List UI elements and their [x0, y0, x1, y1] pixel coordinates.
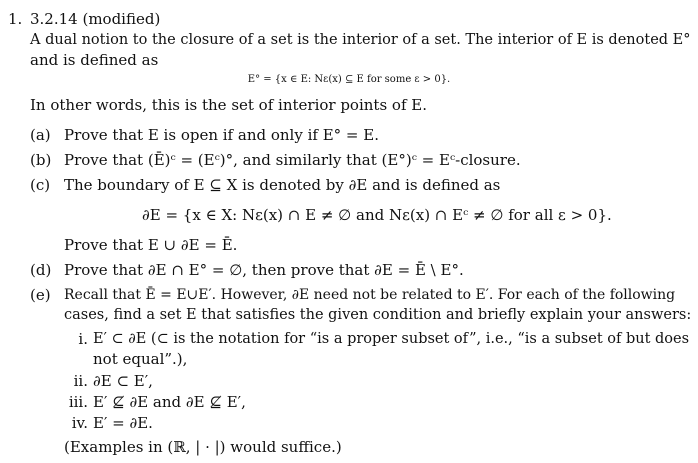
- part-b-label: (b): [30, 151, 52, 169]
- part-e-text-2: cases, find a set E that satisfies the given condition and briefly explain your answers:: [64, 307, 692, 323]
- part-c-text: The boundary of E ⊆ X is denoted by ∂E and is defined as: [64, 176, 501, 194]
- part-c-label: (c): [30, 176, 51, 194]
- part-e-label: (e): [30, 286, 51, 304]
- case-iii-text: E′ ⊈ ∂E and ∂E ⊈ E′,: [93, 393, 246, 411]
- part-d-text: Prove that ∂E ∩ E° = ∅, then prove that ∂E = Ē \ E°.: [64, 261, 464, 279]
- interior-definition: E° = {x ∈ E: Nε(x) ⊆ E for some ε > 0}.: [247, 74, 451, 85]
- problem-number: 1.: [8, 10, 23, 28]
- examples-note: (Examples in (ℝ, | · |) would suffice.): [64, 438, 342, 456]
- part-d-label: (d): [30, 261, 52, 279]
- other-words-line: In other words, this is the set of interior points of E.: [30, 96, 427, 114]
- case-ii-text: ∂E ⊂ E′,: [93, 372, 153, 390]
- part-b-text: Prove that (Ē)ᶜ = (Eᶜ)°, and similarly that (E°)ᶜ = Eᶜ-closure.: [64, 151, 521, 169]
- intro-line-2: and is defined as: [30, 51, 159, 69]
- case-ii-label: ii.: [73, 372, 88, 390]
- boundary-definition: ∂E = {x ∈ X: Nε(x) ∩ E ≠ ∅ and Nε(x) ∩ Eᶜ ≠ ∅ for all ε > 0}.: [142, 206, 612, 224]
- problem-heading: 3.2.14 (modified): [30, 10, 161, 28]
- intro-line-1: A dual notion to the closure of a set is the interior of a set. The interior of E is denoted E°: [30, 32, 691, 48]
- case-i-label: i.: [78, 330, 88, 348]
- case-i-text-1: E′ ⊂ ∂E (⊂ is the notation for “is a proper subset of”, i.e., “is a subset of but does: [93, 331, 690, 347]
- case-iii-label: iii.: [68, 393, 88, 411]
- part-a-text: Prove that E is open if and only if E° = E.: [64, 126, 379, 144]
- case-i-text-2: not equal”.),: [93, 350, 188, 368]
- case-iv-label: iv.: [71, 414, 88, 432]
- part-a-label: (a): [30, 126, 51, 144]
- part-c-prove: Prove that E ∪ ∂E = Ē.: [64, 236, 238, 254]
- case-iv-text: E′ = ∂E.: [93, 414, 153, 432]
- part-e-text-1: Recall that Ē = E∪E′. However, ∂E need not be related to E′. For each of the following: [64, 287, 676, 303]
